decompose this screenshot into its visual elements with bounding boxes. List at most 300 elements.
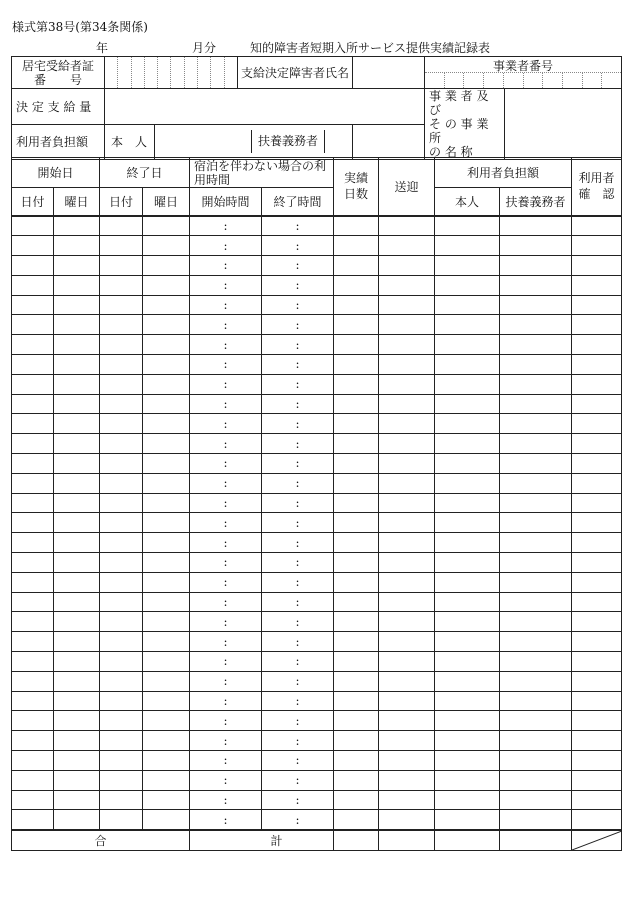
dependent-burden-cell[interactable] bbox=[500, 513, 572, 533]
end-weekday-cell[interactable] bbox=[143, 572, 190, 592]
dependent-burden-cell[interactable] bbox=[500, 493, 572, 513]
self-burden-cell[interactable] bbox=[435, 335, 500, 355]
start-date-cell[interactable] bbox=[12, 612, 54, 632]
transport-cell[interactable] bbox=[379, 513, 435, 533]
start-time-cell[interactable] bbox=[190, 553, 262, 573]
end-weekday-cell[interactable] bbox=[143, 394, 190, 414]
user-confirm-cell[interactable] bbox=[572, 394, 622, 414]
start-date-cell[interactable] bbox=[12, 275, 54, 295]
transport-cell[interactable] bbox=[379, 414, 435, 434]
end-time-cell[interactable] bbox=[262, 275, 334, 295]
start-weekday-cell[interactable] bbox=[54, 493, 100, 513]
end-date-cell[interactable] bbox=[100, 414, 143, 434]
dependent-burden-cell[interactable] bbox=[500, 216, 572, 236]
start-weekday-cell[interactable] bbox=[54, 394, 100, 414]
end-time-cell[interactable] bbox=[262, 751, 334, 771]
start-time-cell[interactable] bbox=[190, 394, 262, 414]
end-time-cell[interactable] bbox=[262, 691, 334, 711]
end-time-cell[interactable] bbox=[262, 711, 334, 731]
end-weekday-cell[interactable] bbox=[143, 295, 190, 315]
start-weekday-cell[interactable] bbox=[54, 632, 100, 652]
transport-cell[interactable] bbox=[379, 652, 435, 672]
end-time-cell[interactable] bbox=[262, 592, 334, 612]
end-weekday-cell[interactable] bbox=[143, 790, 190, 810]
dependent-burden-cell[interactable] bbox=[500, 275, 572, 295]
user-confirm-cell[interactable] bbox=[572, 374, 622, 394]
actual-days-cell[interactable] bbox=[334, 434, 379, 454]
start-date-cell[interactable] bbox=[12, 394, 54, 414]
dependent-burden-cell[interactable] bbox=[500, 711, 572, 731]
end-time-cell[interactable] bbox=[262, 434, 334, 454]
actual-days-cell[interactable] bbox=[334, 691, 379, 711]
self-burden-cell[interactable] bbox=[435, 572, 500, 592]
end-date-cell[interactable] bbox=[100, 810, 143, 830]
dependent-burden-cell[interactable] bbox=[500, 533, 572, 553]
user-confirm-cell[interactable] bbox=[572, 434, 622, 454]
start-time-cell[interactable] bbox=[190, 592, 262, 612]
start-time-cell[interactable] bbox=[190, 711, 262, 731]
start-weekday-cell[interactable] bbox=[54, 671, 100, 691]
dependent-burden-cell[interactable] bbox=[500, 335, 572, 355]
start-time-cell[interactable] bbox=[190, 315, 262, 335]
dependent-burden-extra[interactable] bbox=[353, 124, 425, 160]
end-time-cell[interactable] bbox=[262, 513, 334, 533]
start-date-cell[interactable] bbox=[12, 553, 54, 573]
end-weekday-cell[interactable] bbox=[143, 592, 190, 612]
start-weekday-cell[interactable] bbox=[54, 473, 100, 493]
start-weekday-cell[interactable] bbox=[54, 592, 100, 612]
transport-cell[interactable] bbox=[379, 751, 435, 771]
end-date-cell[interactable] bbox=[100, 592, 143, 612]
actual-days-cell[interactable] bbox=[334, 652, 379, 672]
start-date-cell[interactable] bbox=[12, 414, 54, 434]
actual-days-cell[interactable] bbox=[334, 236, 379, 256]
start-time-cell[interactable] bbox=[190, 810, 262, 830]
user-confirm-cell[interactable] bbox=[572, 513, 622, 533]
self-burden-field[interactable] bbox=[155, 130, 252, 153]
dependent-burden-cell[interactable] bbox=[500, 632, 572, 652]
start-weekday-cell[interactable] bbox=[54, 454, 100, 474]
actual-days-cell[interactable] bbox=[334, 414, 379, 434]
actual-days-cell[interactable] bbox=[334, 355, 379, 375]
start-weekday-cell[interactable] bbox=[54, 335, 100, 355]
start-time-cell[interactable] bbox=[190, 652, 262, 672]
start-weekday-cell[interactable] bbox=[54, 434, 100, 454]
dependent-burden-cell[interactable] bbox=[500, 434, 572, 454]
start-weekday-cell[interactable] bbox=[54, 275, 100, 295]
transport-cell[interactable] bbox=[379, 315, 435, 335]
end-date-cell[interactable] bbox=[100, 315, 143, 335]
user-confirm-cell[interactable] bbox=[572, 275, 622, 295]
self-burden-cell[interactable] bbox=[435, 295, 500, 315]
end-time-cell[interactable] bbox=[262, 236, 334, 256]
start-time-cell[interactable] bbox=[190, 335, 262, 355]
transport-cell[interactable] bbox=[379, 355, 435, 375]
start-weekday-cell[interactable] bbox=[54, 612, 100, 632]
user-confirm-cell[interactable] bbox=[572, 454, 622, 474]
end-time-cell[interactable] bbox=[262, 454, 334, 474]
dependent-burden-cell[interactable] bbox=[500, 295, 572, 315]
end-date-cell[interactable] bbox=[100, 434, 143, 454]
self-burden-cell[interactable] bbox=[435, 632, 500, 652]
self-burden-cell[interactable] bbox=[435, 770, 500, 790]
actual-days-cell[interactable] bbox=[334, 275, 379, 295]
end-date-cell[interactable] bbox=[100, 671, 143, 691]
start-time-cell[interactable] bbox=[190, 355, 262, 375]
user-confirm-cell[interactable] bbox=[572, 256, 622, 276]
transport-cell[interactable] bbox=[379, 612, 435, 632]
end-weekday-cell[interactable] bbox=[143, 770, 190, 790]
start-time-cell[interactable] bbox=[190, 612, 262, 632]
user-confirm-cell[interactable] bbox=[572, 731, 622, 751]
self-burden-cell[interactable] bbox=[435, 216, 500, 236]
start-weekday-cell[interactable] bbox=[54, 711, 100, 731]
end-date-cell[interactable] bbox=[100, 513, 143, 533]
start-time-cell[interactable] bbox=[190, 256, 262, 276]
transport-cell[interactable] bbox=[379, 572, 435, 592]
user-confirm-cell[interactable] bbox=[572, 632, 622, 652]
transport-cell[interactable] bbox=[379, 493, 435, 513]
user-confirm-cell[interactable] bbox=[572, 553, 622, 573]
dependent-burden-field[interactable] bbox=[325, 130, 352, 153]
start-weekday-cell[interactable] bbox=[54, 295, 100, 315]
start-weekday-cell[interactable] bbox=[54, 256, 100, 276]
transport-cell[interactable] bbox=[379, 335, 435, 355]
actual-days-cell[interactable] bbox=[334, 513, 379, 533]
start-weekday-cell[interactable] bbox=[54, 810, 100, 830]
start-time-cell[interactable] bbox=[190, 513, 262, 533]
start-weekday-cell[interactable] bbox=[54, 751, 100, 771]
dependent-burden-cell[interactable] bbox=[500, 394, 572, 414]
actual-days-cell[interactable] bbox=[334, 790, 379, 810]
start-date-cell[interactable] bbox=[12, 355, 54, 375]
recipient-number-field[interactable] bbox=[105, 57, 238, 89]
end-weekday-cell[interactable] bbox=[143, 632, 190, 652]
end-time-cell[interactable] bbox=[262, 295, 334, 315]
dependent-burden-cell[interactable] bbox=[500, 790, 572, 810]
actual-days-cell[interactable] bbox=[334, 592, 379, 612]
end-date-cell[interactable] bbox=[100, 572, 143, 592]
end-time-cell[interactable] bbox=[262, 473, 334, 493]
end-weekday-cell[interactable] bbox=[143, 810, 190, 830]
actual-days-cell[interactable] bbox=[334, 612, 379, 632]
start-date-cell[interactable] bbox=[12, 374, 54, 394]
user-confirm-cell[interactable] bbox=[572, 751, 622, 771]
start-time-cell[interactable] bbox=[190, 731, 262, 751]
start-weekday-cell[interactable] bbox=[54, 731, 100, 751]
end-date-cell[interactable] bbox=[100, 493, 143, 513]
start-date-cell[interactable] bbox=[12, 770, 54, 790]
start-date-cell[interactable] bbox=[12, 671, 54, 691]
dependent-burden-cell[interactable] bbox=[500, 572, 572, 592]
transport-cell[interactable] bbox=[379, 275, 435, 295]
self-burden-cell[interactable] bbox=[435, 454, 500, 474]
self-burden-cell[interactable] bbox=[435, 810, 500, 830]
user-confirm-cell[interactable] bbox=[572, 414, 622, 434]
user-confirm-cell[interactable] bbox=[572, 236, 622, 256]
start-date-cell[interactable] bbox=[12, 810, 54, 830]
start-date-cell[interactable] bbox=[12, 691, 54, 711]
end-time-cell[interactable] bbox=[262, 810, 334, 830]
end-date-cell[interactable] bbox=[100, 770, 143, 790]
end-date-cell[interactable] bbox=[100, 553, 143, 573]
user-confirm-cell[interactable] bbox=[572, 533, 622, 553]
transport-cell[interactable] bbox=[379, 592, 435, 612]
actual-days-cell[interactable] bbox=[334, 473, 379, 493]
actual-days-cell[interactable] bbox=[334, 256, 379, 276]
end-weekday-cell[interactable] bbox=[143, 256, 190, 276]
start-time-cell[interactable] bbox=[190, 374, 262, 394]
user-confirm-cell[interactable] bbox=[572, 671, 622, 691]
start-weekday-cell[interactable] bbox=[54, 315, 100, 335]
start-date-cell[interactable] bbox=[12, 315, 54, 335]
end-weekday-cell[interactable] bbox=[143, 454, 190, 474]
transport-cell[interactable] bbox=[379, 711, 435, 731]
end-time-cell[interactable] bbox=[262, 671, 334, 691]
end-date-cell[interactable] bbox=[100, 691, 143, 711]
end-date-cell[interactable] bbox=[100, 652, 143, 672]
end-date-cell[interactable] bbox=[100, 751, 143, 771]
start-date-cell[interactable] bbox=[12, 473, 54, 493]
start-time-cell[interactable] bbox=[190, 275, 262, 295]
start-date-cell[interactable] bbox=[12, 751, 54, 771]
end-weekday-cell[interactable] bbox=[143, 533, 190, 553]
transport-cell[interactable] bbox=[379, 790, 435, 810]
actual-days-cell[interactable] bbox=[334, 731, 379, 751]
self-burden-cell[interactable] bbox=[435, 513, 500, 533]
actual-days-cell[interactable] bbox=[334, 454, 379, 474]
self-burden-cell[interactable] bbox=[435, 236, 500, 256]
actual-days-cell[interactable] bbox=[334, 553, 379, 573]
start-time-cell[interactable] bbox=[190, 533, 262, 553]
end-weekday-cell[interactable] bbox=[143, 414, 190, 434]
transport-cell[interactable] bbox=[379, 533, 435, 553]
transport-cell[interactable] bbox=[379, 394, 435, 414]
start-time-cell[interactable] bbox=[190, 493, 262, 513]
dependent-burden-cell[interactable] bbox=[500, 731, 572, 751]
end-time-cell[interactable] bbox=[262, 216, 334, 236]
start-time-cell[interactable] bbox=[190, 572, 262, 592]
user-confirm-cell[interactable] bbox=[572, 493, 622, 513]
dependent-burden-cell[interactable] bbox=[500, 315, 572, 335]
end-date-cell[interactable] bbox=[100, 632, 143, 652]
end-time-cell[interactable] bbox=[262, 632, 334, 652]
end-weekday-cell[interactable] bbox=[143, 691, 190, 711]
end-date-cell[interactable] bbox=[100, 612, 143, 632]
actual-days-cell[interactable] bbox=[334, 315, 379, 335]
end-time-cell[interactable] bbox=[262, 612, 334, 632]
user-confirm-cell[interactable] bbox=[572, 295, 622, 315]
end-weekday-cell[interactable] bbox=[143, 236, 190, 256]
start-time-cell[interactable] bbox=[190, 473, 262, 493]
transport-cell[interactable] bbox=[379, 434, 435, 454]
self-burden-cell[interactable] bbox=[435, 751, 500, 771]
user-confirm-cell[interactable] bbox=[572, 612, 622, 632]
end-time-cell[interactable] bbox=[262, 414, 334, 434]
self-burden-cell[interactable] bbox=[435, 473, 500, 493]
end-time-cell[interactable] bbox=[262, 790, 334, 810]
user-confirm-cell[interactable] bbox=[572, 473, 622, 493]
start-weekday-cell[interactable] bbox=[54, 374, 100, 394]
start-weekday-cell[interactable] bbox=[54, 770, 100, 790]
total-transport[interactable] bbox=[379, 830, 435, 850]
dependent-burden-cell[interactable] bbox=[500, 236, 572, 256]
end-weekday-cell[interactable] bbox=[143, 513, 190, 533]
actual-days-cell[interactable] bbox=[334, 751, 379, 771]
start-date-cell[interactable] bbox=[12, 335, 54, 355]
start-time-cell[interactable] bbox=[190, 295, 262, 315]
actual-days-cell[interactable] bbox=[334, 711, 379, 731]
end-weekday-cell[interactable] bbox=[143, 671, 190, 691]
user-confirm-cell[interactable] bbox=[572, 652, 622, 672]
transport-cell[interactable] bbox=[379, 632, 435, 652]
end-time-cell[interactable] bbox=[262, 355, 334, 375]
start-date-cell[interactable] bbox=[12, 572, 54, 592]
total-dependent[interactable] bbox=[500, 830, 572, 850]
end-time-cell[interactable] bbox=[262, 256, 334, 276]
transport-cell[interactable] bbox=[379, 691, 435, 711]
user-confirm-cell[interactable] bbox=[572, 790, 622, 810]
end-time-cell[interactable] bbox=[262, 335, 334, 355]
end-time-cell[interactable] bbox=[262, 533, 334, 553]
end-weekday-cell[interactable] bbox=[143, 751, 190, 771]
end-weekday-cell[interactable] bbox=[143, 335, 190, 355]
transport-cell[interactable] bbox=[379, 731, 435, 751]
dependent-burden-cell[interactable] bbox=[500, 751, 572, 771]
start-weekday-cell[interactable] bbox=[54, 216, 100, 236]
start-time-cell[interactable] bbox=[190, 790, 262, 810]
self-burden-cell[interactable] bbox=[435, 691, 500, 711]
end-time-cell[interactable] bbox=[262, 553, 334, 573]
transport-cell[interactable] bbox=[379, 810, 435, 830]
end-weekday-cell[interactable] bbox=[143, 315, 190, 335]
end-weekday-cell[interactable] bbox=[143, 434, 190, 454]
actual-days-cell[interactable] bbox=[334, 335, 379, 355]
start-date-cell[interactable] bbox=[12, 434, 54, 454]
actual-days-cell[interactable] bbox=[334, 295, 379, 315]
end-date-cell[interactable] bbox=[100, 394, 143, 414]
actual-days-cell[interactable] bbox=[334, 671, 379, 691]
dependent-burden-cell[interactable] bbox=[500, 256, 572, 276]
start-date-cell[interactable] bbox=[12, 513, 54, 533]
self-burden-cell[interactable] bbox=[435, 493, 500, 513]
start-weekday-cell[interactable] bbox=[54, 355, 100, 375]
start-weekday-cell[interactable] bbox=[54, 553, 100, 573]
self-burden-cell[interactable] bbox=[435, 315, 500, 335]
end-date-cell[interactable] bbox=[100, 533, 143, 553]
dependent-burden-cell[interactable] bbox=[500, 652, 572, 672]
actual-days-cell[interactable] bbox=[334, 572, 379, 592]
end-date-cell[interactable] bbox=[100, 731, 143, 751]
total-self[interactable] bbox=[435, 830, 500, 850]
end-weekday-cell[interactable] bbox=[143, 216, 190, 236]
actual-days-cell[interactable] bbox=[334, 374, 379, 394]
start-time-cell[interactable] bbox=[190, 454, 262, 474]
start-weekday-cell[interactable] bbox=[54, 513, 100, 533]
start-weekday-cell[interactable] bbox=[54, 691, 100, 711]
start-weekday-cell[interactable] bbox=[54, 652, 100, 672]
end-time-cell[interactable] bbox=[262, 394, 334, 414]
end-date-cell[interactable] bbox=[100, 275, 143, 295]
self-burden-cell[interactable] bbox=[435, 671, 500, 691]
start-weekday-cell[interactable] bbox=[54, 414, 100, 434]
total-actual-days[interactable] bbox=[334, 830, 379, 850]
user-confirm-cell[interactable] bbox=[572, 315, 622, 335]
end-date-cell[interactable] bbox=[100, 236, 143, 256]
end-weekday-cell[interactable] bbox=[143, 652, 190, 672]
end-time-cell[interactable] bbox=[262, 374, 334, 394]
start-date-cell[interactable] bbox=[12, 295, 54, 315]
self-burden-cell[interactable] bbox=[435, 256, 500, 276]
user-confirm-cell[interactable] bbox=[572, 711, 622, 731]
self-burden-cell[interactable] bbox=[435, 652, 500, 672]
end-weekday-cell[interactable] bbox=[143, 374, 190, 394]
dependent-burden-cell[interactable] bbox=[500, 671, 572, 691]
self-burden-cell[interactable] bbox=[435, 414, 500, 434]
user-confirm-cell[interactable] bbox=[572, 355, 622, 375]
start-time-cell[interactable] bbox=[190, 632, 262, 652]
end-weekday-cell[interactable] bbox=[143, 612, 190, 632]
end-time-cell[interactable] bbox=[262, 731, 334, 751]
self-burden-cell[interactable] bbox=[435, 374, 500, 394]
end-time-cell[interactable] bbox=[262, 770, 334, 790]
provider-name-field[interactable] bbox=[505, 89, 622, 160]
dependent-burden-cell[interactable] bbox=[500, 691, 572, 711]
self-burden-cell[interactable] bbox=[435, 711, 500, 731]
transport-cell[interactable] bbox=[379, 770, 435, 790]
transport-cell[interactable] bbox=[379, 374, 435, 394]
dependent-burden-cell[interactable] bbox=[500, 612, 572, 632]
actual-days-cell[interactable] bbox=[334, 394, 379, 414]
end-weekday-cell[interactable] bbox=[143, 355, 190, 375]
user-confirm-cell[interactable] bbox=[572, 592, 622, 612]
self-burden-cell[interactable] bbox=[435, 790, 500, 810]
start-date-cell[interactable] bbox=[12, 632, 54, 652]
start-time-cell[interactable] bbox=[190, 770, 262, 790]
user-confirm-cell[interactable] bbox=[572, 216, 622, 236]
start-time-cell[interactable] bbox=[190, 434, 262, 454]
dependent-burden-cell[interactable] bbox=[500, 414, 572, 434]
dependent-burden-cell[interactable] bbox=[500, 592, 572, 612]
decision-amount-field[interactable] bbox=[105, 89, 425, 125]
start-time-cell[interactable] bbox=[190, 216, 262, 236]
end-date-cell[interactable] bbox=[100, 790, 143, 810]
end-date-cell[interactable] bbox=[100, 374, 143, 394]
self-burden-cell[interactable] bbox=[435, 592, 500, 612]
start-weekday-cell[interactable] bbox=[54, 533, 100, 553]
end-date-cell[interactable] bbox=[100, 355, 143, 375]
dependent-burden-cell[interactable] bbox=[500, 810, 572, 830]
actual-days-cell[interactable] bbox=[334, 493, 379, 513]
transport-cell[interactable] bbox=[379, 295, 435, 315]
start-date-cell[interactable] bbox=[12, 533, 54, 553]
self-burden-cell[interactable] bbox=[435, 275, 500, 295]
transport-cell[interactable] bbox=[379, 671, 435, 691]
start-time-cell[interactable] bbox=[190, 236, 262, 256]
dependent-burden-cell[interactable] bbox=[500, 374, 572, 394]
transport-cell[interactable] bbox=[379, 473, 435, 493]
actual-days-cell[interactable] bbox=[334, 632, 379, 652]
start-date-cell[interactable] bbox=[12, 711, 54, 731]
self-burden-cell[interactable] bbox=[435, 533, 500, 553]
start-date-cell[interactable] bbox=[12, 592, 54, 612]
start-date-cell[interactable] bbox=[12, 652, 54, 672]
end-date-cell[interactable] bbox=[100, 295, 143, 315]
recipient-name-field[interactable] bbox=[353, 57, 425, 89]
user-confirm-cell[interactable] bbox=[572, 810, 622, 830]
start-date-cell[interactable] bbox=[12, 790, 54, 810]
end-weekday-cell[interactable] bbox=[143, 711, 190, 731]
